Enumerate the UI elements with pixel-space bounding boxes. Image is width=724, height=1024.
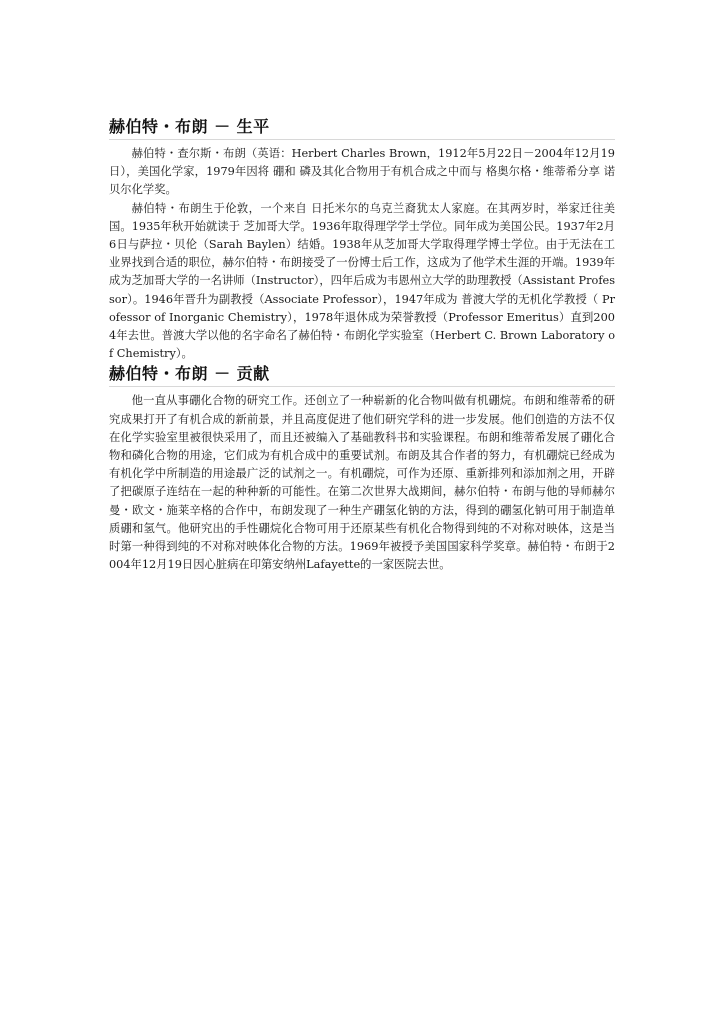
contributions-paragraph: 他一直从事硼化合物的研究工作。还创立了一种崭新的化合物叫做有机硼烷。布朗和维蒂希的研究成果打开了有机合成的新前景，并且高度促进了他们研究学科的进一步发展。他们创造的方法不仅在化学实验室里被很快采用了，而且还被编入了基础教科书和实验课程。布朗和维蒂希发展了硼化合物和磷化合物的用途，它们成为有机合成中的重要试剂。布朗及其合作者的努力，有机硼烷已经成为有机化学中所制造的用途最广泛的试剂之一。有机硼烷，可作为还原、重新排列和添加剂之用，开辟了把碳原子连结在一起的种种新的可能性。在第二次世界大战期间，赫尔伯特・布朗与他的导师赫尔曼・欧文・施莱辛格的合作中，布朗发现了一种生产硼氢化钠的方法，得到的硼氢化钠可用于制造单质硼和氢气。他研究出的手性硼烷化合物可用于还原某些有机化合物得到纯的不对称对映体，这是当时第一种得到纯的不对称对映体化合物的方法。1969年被授予美国国家科学奖章。赫伯特・布朗于2004年12月19日因心脏病在印第安纳州Lafayette的一家医院去世。 xyxy=(109,394,615,572)
section-biography xyxy=(109,116,615,363)
section-heading-biography: 赫伯特・布朗 － 生平 xyxy=(109,116,615,140)
section-contributions xyxy=(109,363,615,574)
document-page xyxy=(109,116,615,574)
biography-paragraph-intro: 赫伯特・查尔斯・布朗（英语：Herbert Charles Brown，1912年5月22日－2004年12月19日），美国化学家，1979年因将 硼和 磷及其化合物用于有机合成之中而与 格奥尔格・维蒂希分享 诺贝尔化学奖。 xyxy=(109,147,615,197)
biography-paragraph-life: 赫伯特・布朗生于伦敦，一个来自 日托米尔的乌克兰裔犹太人家庭。在其两岁时，举家迁往美国。1935年秋开始就读于 芝加哥大学。1936年取得理学学士学位。同年成为美国公民。1937年2月6日与萨拉・贝伦（Sarah Baylen）结婚。1938年从芝加哥大学取得理学博士学位。由于无法在工业界找到合适的职位，赫尔伯特・布朗接受了一份博士后工作，这成为了他学术生涯的开端。1939年成为芝加哥大学的一名讲师（Instructor），四年后成为韦恩州立大学的助理教授（Assistant Professor）。1946年晋升为副教授（Associate Professor），1947年成为 普渡大学的无机化学教授（ Professor of Inorganic Chemistry），1978年退休成为荣誉教授（Professor Emeritus）直到2004年去世。普渡大学以他的名字命名了赫伯特・布朗化学实验室（Herbert C. Brown Laboratory of Chemistry）。 xyxy=(109,201,615,361)
section-heading-contributions: 赫伯特・布朗 － 贡献 xyxy=(109,363,615,387)
